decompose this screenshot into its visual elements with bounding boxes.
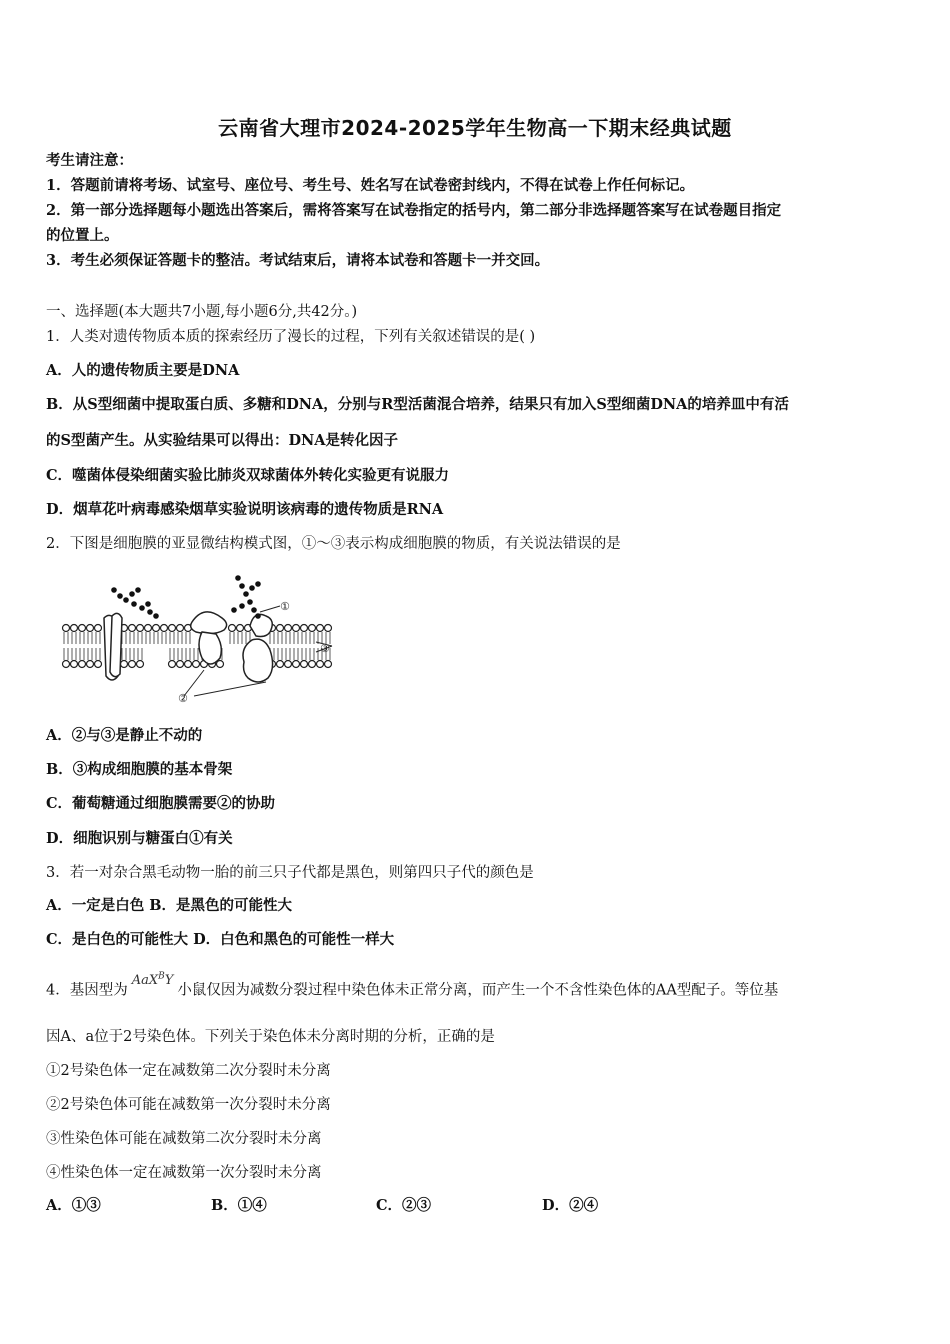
q4-stem-post: 小鼠仅因为减数分裂过程中染色体未正常分离，而产生一个不含性染色体的AA型配子。等位基 [177, 982, 779, 999]
q3-stem: 3．若一对杂合黑毛动物一胎的前三只子代都是黑色，则第四只子代的颜色是 [46, 865, 534, 881]
section-heading: 一、选择题(本大题共7小题,每小题6分,共42分。) [46, 304, 358, 320]
q2-option-b: B．③构成细胞膜的基本骨架 [46, 761, 233, 778]
q4-option-a: A．①③ [46, 1197, 101, 1214]
q4-option-b: B．①④ [211, 1197, 267, 1214]
notice-item-2-cont: 的位置上。 [46, 227, 119, 244]
notice-item-3: 3．考生必须保证答题卡的整洁。考试结束后，请将本试卷和答题卡一并交回。 [46, 252, 550, 269]
q4-option-c: C．②③ [376, 1197, 432, 1214]
q4-statement-3: ③性染色体可能在减数第二次分裂时未分离 [46, 1131, 322, 1147]
notice-item-2: 2．第一部分选择题每小题选出答案后，需将答案写在试卷指定的括号内，第二部分非选择题答案写在试卷题目指定 [46, 202, 782, 219]
genotype-formula [132, 973, 174, 988]
q1-option-a: A．人的遗传物质主要是DNA [46, 362, 240, 379]
q2-option-c: C．葡萄糖通过细胞膜需要②的协助 [46, 795, 276, 812]
notice-heading: 考生请注意： [46, 152, 133, 169]
q4-option-d: D．②④ [542, 1197, 599, 1214]
label-3: ③ [320, 642, 330, 655]
formula-end: Y [164, 973, 174, 989]
cell-membrane-diagram [54, 566, 354, 712]
q4-statement-1: ①2号染色体一定在减数第二次分裂时未分离 [46, 1063, 331, 1079]
q1-option-b: B．从S型细菌中提取蛋白质、多糖和DNA，分别与R型活菌混合培养，结果只有加入S型细菌DNA的培养皿中有活 [46, 396, 789, 413]
q4-statement-2: ②2号染色体可能在减数第一次分裂时未分离 [46, 1097, 331, 1113]
label-2: ② [178, 692, 188, 705]
q3-options-cd: C．是白色的可能性大 D．白色和黑色的可能性一样大 [46, 931, 395, 948]
membrane-proteins [104, 612, 273, 682]
q4-stem [46, 972, 779, 1001]
sugar-chains [111, 575, 261, 619]
q4-stem-cont: 因A、a位于2号染色体。下列关于染色体未分离时期的分析，正确的是 [46, 1029, 495, 1045]
label-1: ① [280, 600, 290, 613]
q4-stem-pre: 4．基因型为 [46, 982, 128, 999]
q1-option-b-cont: 的S型菌产生。从实验结果可以得出：DNA是转化因子 [46, 432, 399, 449]
page-title: 云南省大理市2024-2025学年生物高一下期末经典试题 [218, 116, 732, 140]
q3-options-ab: A．一定是白色 B．是黑色的可能性大 [46, 897, 293, 914]
q1-option-d: D．烟草花叶病毒感染烟草实验说明该病毒的遗传物质是RNA [46, 501, 444, 518]
notice-item-1: 1．答题前请将考场、试室号、座位号、考生号、姓名写在试卷密封线内，不得在试卷上作任何标记。 [46, 177, 695, 194]
q1-stem: 1．人类对遗传物质本质的探索经历了漫长的过程，下列有关叙述错误的是( ) [46, 329, 536, 345]
q2-option-d: D．细胞识别与糖蛋白①有关 [46, 830, 233, 847]
q1-option-c: C．噬菌体侵染细菌实验比肺炎双球菌体外转化实验更有说服力 [46, 467, 450, 484]
formula-sup: B [158, 972, 165, 982]
q2-stem: 2．下图是细胞膜的亚显微结构模式图，①～③表示构成细胞膜的物质，有关说法错误的是 [46, 536, 621, 552]
bilayer-bottom-heads [63, 661, 332, 668]
formula-base: AaX [131, 973, 159, 989]
q2-option-a: A．②与③是静止不动的 [46, 727, 203, 744]
q4-statement-4: ④性染色体一定在减数第一次分裂时未分离 [46, 1165, 322, 1181]
